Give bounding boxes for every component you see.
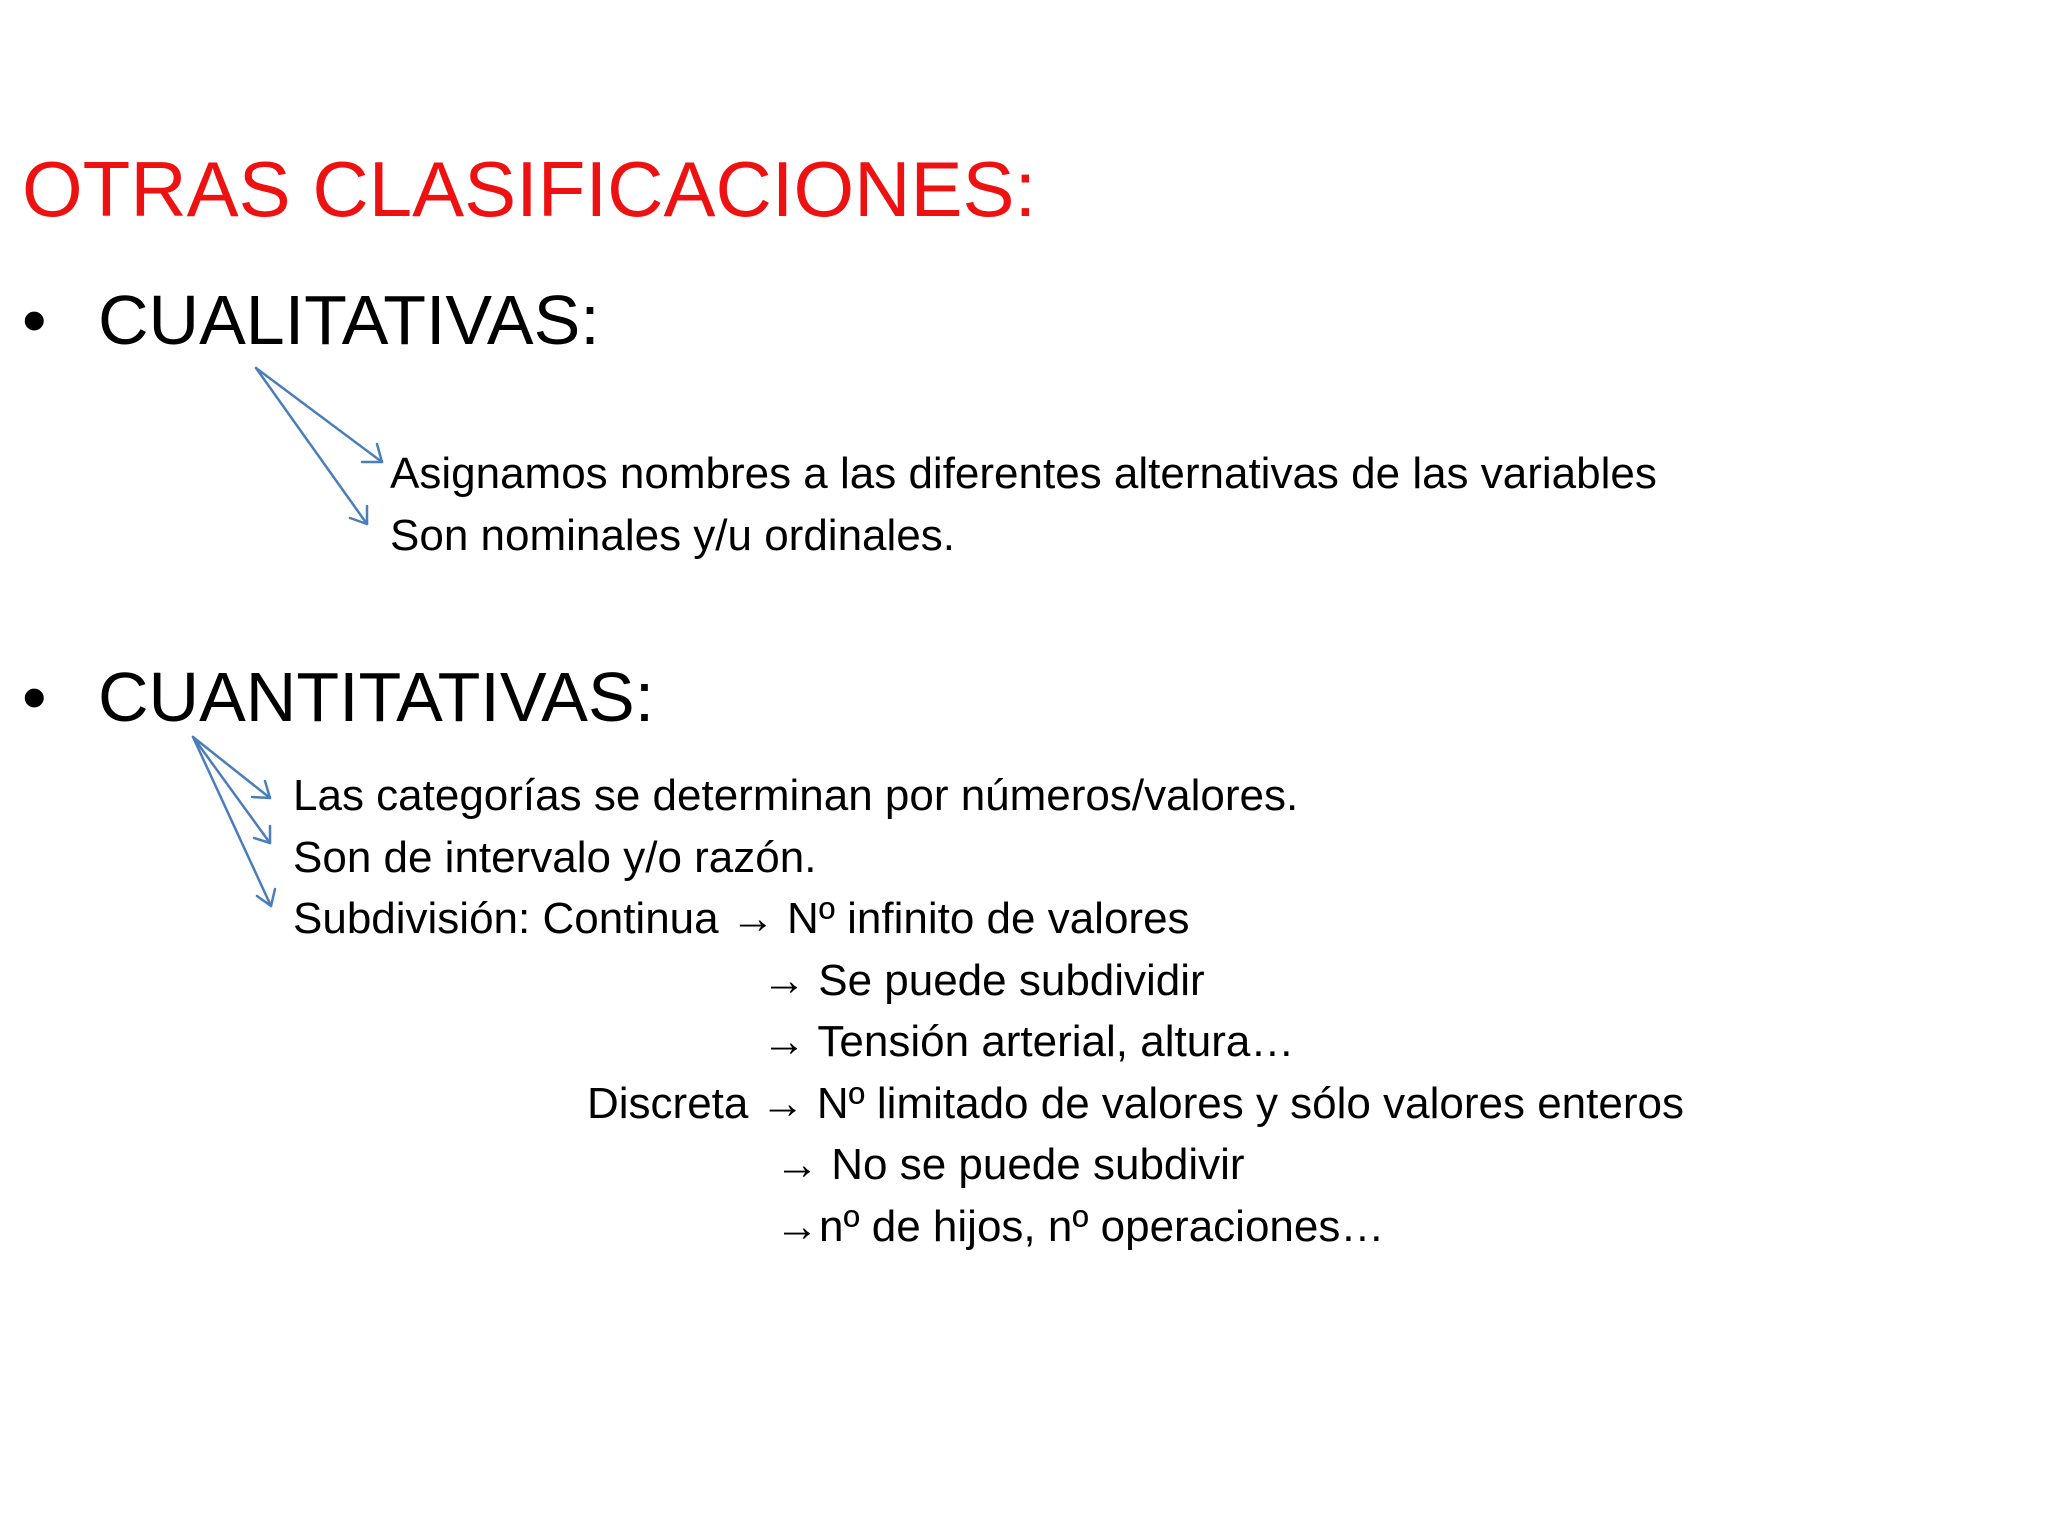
bullet-cuantitativas xyxy=(22,658,655,736)
bullet-dot: • xyxy=(22,658,47,736)
arrow-icon xyxy=(256,368,367,524)
heading-cualitativas: CUALITATIVAS: xyxy=(98,281,600,359)
bullet-cualitativas xyxy=(22,281,600,359)
arrow-icon xyxy=(193,737,270,843)
quantitative-line-7: → No se puede subdivir xyxy=(775,1140,1245,1189)
quantitative-line-2: Son de intervalo y/o razón. xyxy=(293,833,817,882)
quantitative-line-1: Las categorías se determinan por números/valores. xyxy=(293,771,1299,820)
heading-cuantitativas: CUANTITATIVAS: xyxy=(98,658,655,736)
quantitative-line-3: Subdivisión: Continua → Nº infinito de valores xyxy=(293,894,1190,943)
arrow-icon xyxy=(193,737,275,906)
qualitative-line-1: Asignamos nombres a las diferentes alternativas de las variables xyxy=(390,449,1657,498)
bullet-dot: • xyxy=(22,281,47,359)
slide-title: OTRAS CLASIFICACIONES: xyxy=(22,145,1037,233)
quantitative-line-6: Discreta → Nº limitado de valores y sólo valores enteros xyxy=(587,1079,1684,1128)
quantitative-line-5: → Tensión arterial, altura… xyxy=(762,1017,1295,1066)
qualitative-line-2: Son nominales y/u ordinales. xyxy=(390,511,955,560)
arrow-icon xyxy=(256,368,382,462)
arrow-icon xyxy=(193,737,270,798)
quantitative-line-4: → Se puede subdividir xyxy=(762,956,1205,1005)
quantitative-line-8: →nº de hijos, nº operaciones… xyxy=(775,1202,1385,1251)
